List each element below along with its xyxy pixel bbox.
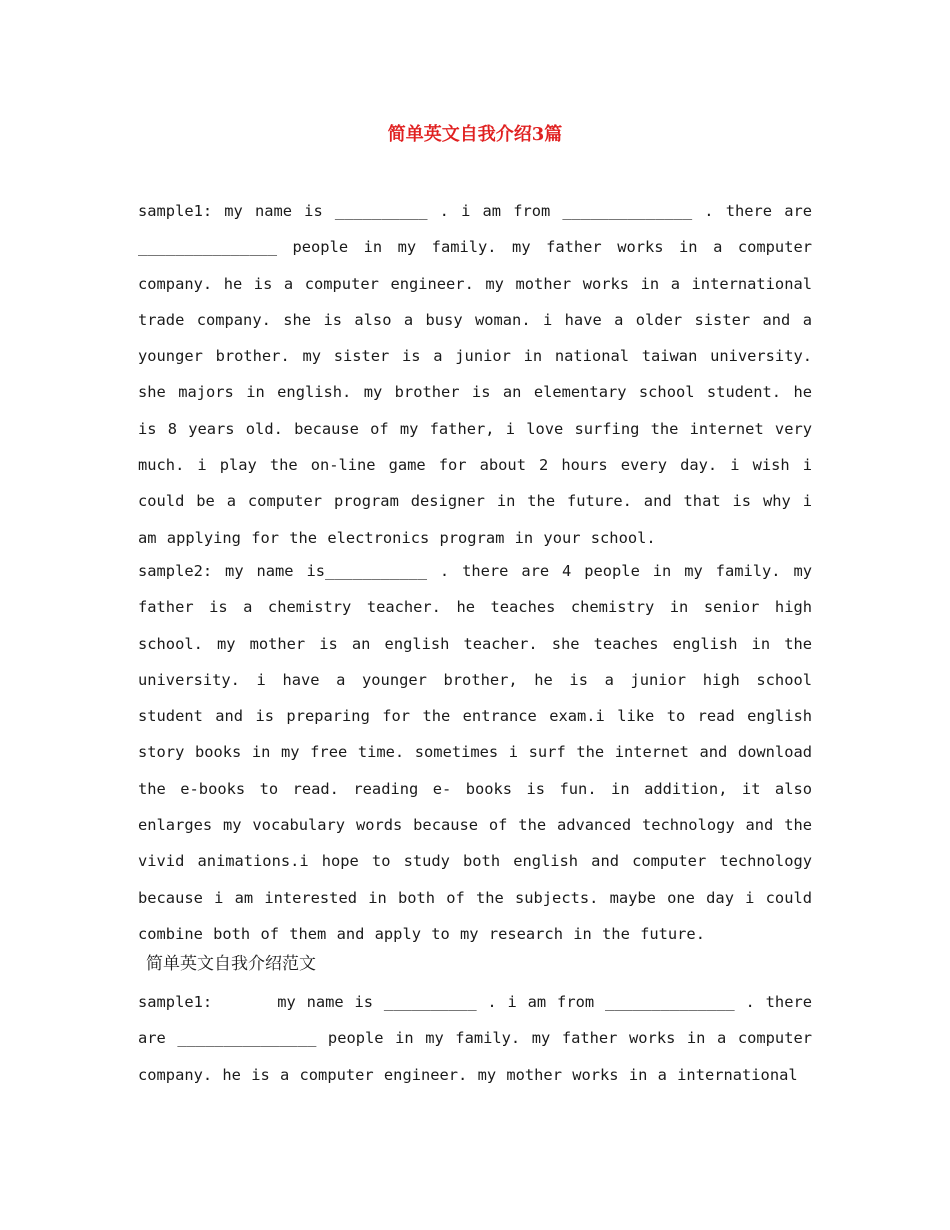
document-title: 简单英文自我介绍3篇 bbox=[387, 124, 563, 145]
paragraph-section-sample1: sample1: my name is __________ . i am from ______________ . there are _______________ people in my family. my father works in a computer company. he is a computer engineer. my mother works in a international bbox=[138, 993, 823, 1084]
paragraph-sample2: sample2: my name is___________ . there are 4 people in my family. my father is a chemistry teacher. he teaches chemistry in senior high school. my mother is an english teacher. she teaches english in the university. i have a younger brother, he is a junior high school student and is preparing for the entrance exam.i like to read english story books in my free time. sometimes i surf the internet and download the e-books to read. reading e- books is fun. in addition, it also enlarges my vocabulary words because of the advanced technology and the vivid animations.i hope to study both english and computer technology because i am interested in both of the subjects. maybe one day i could combine both of them and apply to my research in the future. bbox=[138, 562, 812, 943]
paragraph-sample1: sample1: my name is __________ . i am from ______________ . there are _______________ people in my family. my father works in a computer company. he is a computer engineer. my mother works in a international trade company. she is also a busy woman. i have a older sister and a younger brother. my sister is a junior in national taiwan university. she majors in english. my brother is an elementary school student. he is 8 years old. because of my father, i love surfing the internet very much. i play the on-line game for about 2 hours every day. i wish i could be a computer program designer in the future. and that is why i am applying for the electronics program in your school. bbox=[138, 202, 812, 547]
section-heading: 简单英文自我介绍范文 bbox=[146, 954, 316, 974]
